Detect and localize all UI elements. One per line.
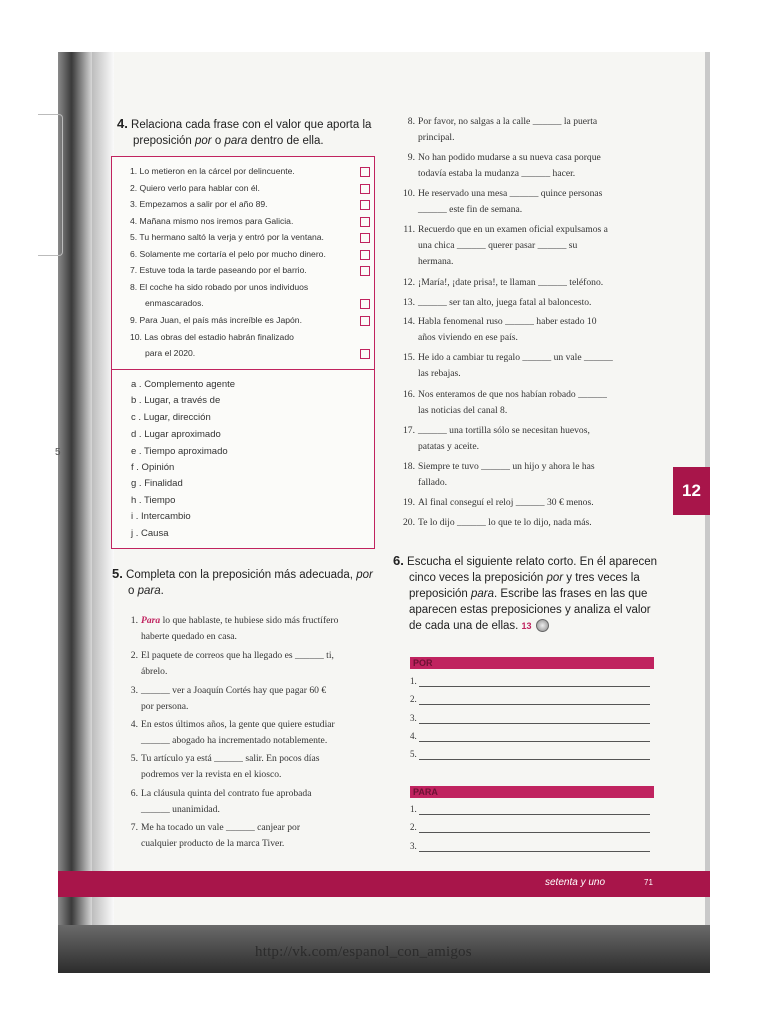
sentence-8: 8. El coche ha sido robado por unos individuos: [130, 282, 309, 292]
ex5-item-17: 17. ______ una tortilla sólo se necesitan huevos, patatas y aceite.: [403, 425, 590, 452]
ex5-item-15: 15. He ido a cambiar tu regalo ______ un vale ______ las rebajas.: [403, 352, 613, 379]
unit-tab: 12: [673, 467, 710, 515]
footer-bar: [58, 871, 710, 897]
sentence-1: 1. Lo metieron en la cárcel por delincuente.: [130, 166, 295, 176]
checkbox-5[interactable]: [360, 233, 370, 243]
checkbox-3[interactable]: [360, 200, 370, 210]
option-f: f . Opinión: [131, 462, 175, 473]
por-line-4[interactable]: 4.: [410, 730, 650, 744]
option-a: a . Complemento agente: [131, 379, 236, 390]
ex5-item-5: 5. Tu artículo ya está ______ salir. En pocos días podremos ver la revista en el kiosco.: [130, 753, 320, 780]
checkbox-8[interactable]: [360, 299, 370, 309]
example-answer: Para: [141, 615, 161, 626]
previous-page-edge: [38, 114, 63, 256]
option-j: j . Causa: [131, 528, 169, 539]
exercise-4-heading: 4. Relaciona cada frase con el valor que aporta la preposición por o para dentro de ella.: [117, 116, 372, 147]
sentence-3: 3. Empezamos a salir por el año 89.: [130, 199, 268, 209]
por-header: POR: [410, 657, 654, 669]
ex5-item-10: 10. He reservado una mesa ______ quince personas ______ este fin de semana.: [403, 188, 603, 215]
por-line-5[interactable]: 5.: [410, 748, 650, 762]
option-g: g . Finalidad: [131, 478, 183, 489]
sentence-7: 7. Estuve toda la tarde paseando por el barrio.: [130, 265, 307, 275]
ex5-item-6: 6. La cláusula quinta del contrato fue aprobada ______ unanimidad.: [130, 788, 312, 815]
page-number: 71: [644, 878, 653, 887]
checkbox-1[interactable]: [360, 167, 370, 177]
ex5-item-12: 12. ¡María!, ¡date prisa!, te llaman ______ teléfono.: [403, 277, 604, 288]
previous-page-glyph: 5: [55, 447, 61, 458]
checkbox-10[interactable]: [360, 349, 370, 359]
para-line-1[interactable]: 1.: [410, 803, 650, 817]
ex5-item-7: 7. Me ha tocado un vale ______ canjear por cualquier producto de la marca Tiver.: [130, 822, 301, 849]
ex5-item-11: 11. Recuerdo que en un examen oficial expulsamos a una chica ______ querer pasar ______ su hermana.: [403, 224, 608, 267]
sentence-10-cont: para el 2020.: [145, 348, 196, 358]
track-number: 13: [521, 621, 532, 631]
footer-page-words: setenta y uno: [545, 877, 606, 888]
ex5-item-2: 2. El paquete de correos que ha llegado es ______ ti, ábrelo.: [130, 650, 334, 677]
ex5-item-8: 8. Por favor, no salgas a la calle ______ la puerta principal.: [407, 116, 598, 143]
por-line-2[interactable]: 2.: [410, 693, 650, 707]
box-divider: [112, 369, 374, 370]
para-header: PARA: [410, 786, 654, 798]
por-line-1[interactable]: 1.: [410, 675, 650, 689]
sentence-6: 6. Solamente me cortaría el pelo por mucho dinero.: [130, 249, 326, 259]
sentence-10: 10. Las obras del estadio habrán finalizado: [130, 332, 294, 342]
ex5-item-1: 1. Para lo que hablaste, te hubiese sido más fructífero haberte quedado en casa.: [130, 615, 339, 642]
por-line-3[interactable]: 3.: [410, 712, 650, 726]
option-h: h . Tiempo: [131, 495, 176, 506]
ex5-item-18: 18. Siempre te tuvo ______ un hijo y ahora le has fallado.: [403, 461, 595, 488]
checkbox-2[interactable]: [360, 184, 370, 194]
sentence-5: 5. Tu hermano saltó la verja y entró por la ventana.: [130, 232, 324, 242]
option-d: d . Lugar aproximado: [131, 429, 221, 440]
checkbox-7[interactable]: [360, 266, 370, 276]
ex5-item-9: 9. No han podido mudarse a su nueva casa porque todavía estaba la mudanza ______ hacer.: [407, 152, 601, 179]
exercise-number: 6.: [393, 553, 404, 568]
exercise-number: 5.: [112, 566, 123, 581]
exercise-number: 4.: [117, 116, 128, 131]
ex5-item-16: 16. Nos enteramos de que nos habían robado ______ las noticias del canal 8.: [403, 389, 607, 416]
option-b: b . Lugar, a través de: [131, 395, 221, 406]
para-line-2[interactable]: 2.: [410, 821, 650, 835]
ex5-item-4: 4. En estos últimos años, la gente que quiere estudiar ______ abogado ha incrementado notablemente.: [130, 719, 335, 746]
audio-cd-icon[interactable]: [536, 619, 549, 632]
checkbox-6[interactable]: [360, 250, 370, 260]
matching-box: [111, 156, 375, 549]
exercise-6-heading: 6. Escucha el siguiente relato corto. En él aparecen cinco veces la preposición por y tres veces la preposición para. Escribe las frases en las que aparecen estas preposiciones y analiza el valor de cada una de ellas. 13: [393, 553, 658, 632]
checkbox-4[interactable]: [360, 217, 370, 227]
ex5-item-3: 3. ______ ver a Joaquín Cortés hay que pagar 60 € por persona.: [130, 685, 327, 712]
option-e: e . Tiempo aproximado: [131, 446, 228, 457]
sentence-2: 2. Quiero verlo para hablar con él.: [130, 183, 260, 193]
option-c: c . Lugar, dirección: [131, 412, 211, 423]
ex5-item-14: 14. Habla fenomenal ruso ______ haber estado 10 años viviendo en ese país.: [403, 316, 597, 343]
ex5-item-20: 20. Te lo dijo ______ lo que te lo dijo, nada más.: [403, 517, 592, 528]
para-line-3[interactable]: 3.: [410, 840, 650, 854]
checkbox-9[interactable]: [360, 316, 370, 326]
sentence-4: 4. Mañana mismo nos iremos para Galicia.: [130, 216, 294, 226]
sentence-9: 9. Para Juan, el país más increíble es Japón.: [130, 315, 302, 325]
sentence-8-cont: enmascarados.: [145, 298, 204, 308]
watermark-url: http://vk.com/espanol_con_amigos: [255, 944, 472, 960]
ex5-item-13: 13. ______ ser tan alto, juega fatal al baloncesto.: [403, 297, 592, 308]
option-i: i . Intercambio: [131, 511, 191, 522]
ex5-item-19: 19. Al final conseguí el reloj ______ 30 € menos.: [403, 497, 594, 508]
exercise-5-heading: 5. Completa con la preposición más adecuada, por o para.: [112, 566, 373, 597]
scan-binding-shadow: [58, 52, 92, 972]
